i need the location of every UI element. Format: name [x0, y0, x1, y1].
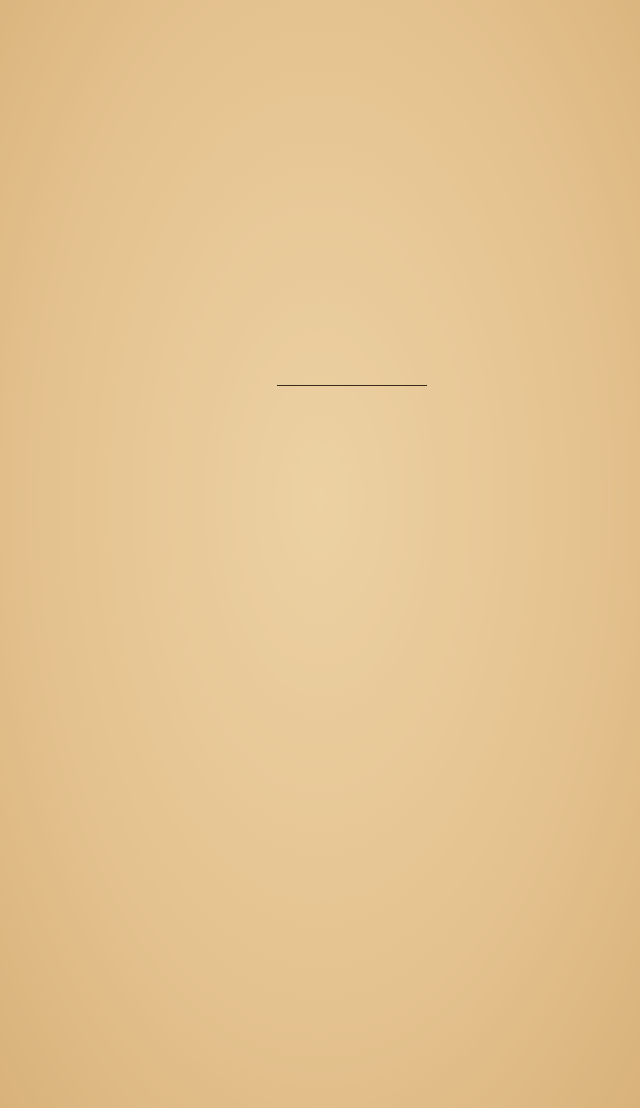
section-divider: [277, 385, 427, 386]
